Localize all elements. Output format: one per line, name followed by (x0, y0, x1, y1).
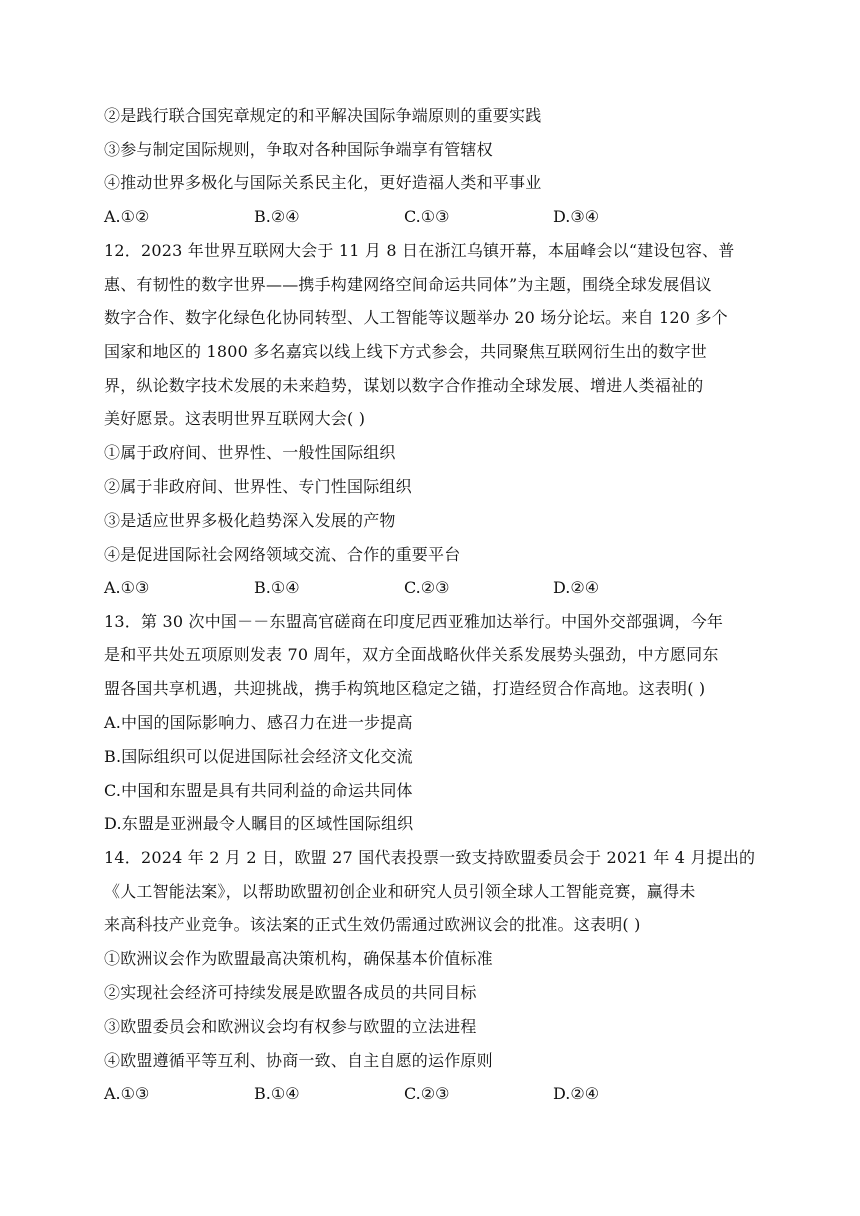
q12-stem-line: 国家和地区的 1800 多名嘉宾以线上线下方式参会，共同聚焦互联网衍生出的数字世 (104, 342, 707, 361)
q14-item-1: ①欧洲议会作为欧盟最高决策机构，确保基本价值标准 (104, 949, 493, 968)
q14-option-c[interactable]: C.②③ (404, 1084, 450, 1103)
q12-option-d[interactable]: D.②④ (553, 578, 600, 597)
q13-stem-line: 13．第 30 次中国－－东盟高官磋商在印度尼西亚雅加达举行。中国外交部强调，今年 (104, 612, 724, 631)
q12-options (104, 578, 764, 598)
q14-stem-line: 14．2024 年 2 月 2 日，欧盟 27 国代表投票一致支持欧盟委员会于 2021 年 4 月提出的 (104, 848, 756, 867)
q12-option-c[interactable]: C.②③ (404, 578, 450, 597)
q13-stem-line: 是和平共处五项原则发表 70 周年，双方全面战略伙伴关系发展势头强劲，中方愿同东 (104, 645, 719, 664)
q14-item-3: ③欧盟委员会和欧洲议会均有权参与欧盟的立法进程 (104, 1017, 477, 1036)
q11-option-b[interactable]: B.②④ (254, 207, 300, 226)
q12-stem-line: 界，纵论数字技术发展的未来趋势，谋划以数字合作推动全球发展、增进人类福祉的 (104, 376, 704, 395)
q11-option-c[interactable]: C.①③ (404, 207, 450, 226)
q11-item-4: ④推动世界多极化与国际关系民主化，更好造福人类和平事业 (104, 173, 542, 192)
q14-stem-line: 《人工智能法案》，以帮助欧盟初创企业和研究人员引领全球人工智能竞赛，赢得未 (104, 882, 696, 901)
q13-option-a[interactable]: A.中国的国际影响力、感召力在进一步提高 (104, 713, 413, 732)
q12-item-2: ②属于非政府间、世界性、专门性国际组织 (104, 477, 412, 496)
q11-item-3: ③参与制定国际规则，争取对各种国际争端享有管辖权 (104, 140, 493, 159)
q13-option-c[interactable]: C.中国和东盟是具有共同利益的命运共同体 (104, 781, 413, 800)
q14-options (104, 1084, 764, 1104)
q11-item-2: ②是践行联合国宪章规定的和平解决国际争端原则的重要实践 (104, 106, 542, 125)
q12-stem-line: 美好愿景。这表明世界互联网大会( ) (104, 409, 366, 428)
q14-item-2: ②实现社会经济可持续发展是欧盟各成员的共同目标 (104, 983, 477, 1002)
q11-option-d[interactable]: D.③④ (553, 207, 600, 226)
q13-option-d[interactable]: D.东盟是亚洲最令人瞩目的区域性国际组织 (104, 814, 414, 833)
q13-stem-line: 盟各国共享机遇，共迎挑战，携手构筑地区稳定之锚，打造经贸合作高地。这表明( ) (104, 679, 706, 698)
q12-option-a[interactable]: A.①③ (104, 578, 150, 597)
q12-item-3: ③是适应世界多极化趋势深入发展的产物 (104, 511, 396, 530)
q14-item-4: ④欧盟遵循平等互利、协商一致、自主自愿的运作原则 (104, 1051, 493, 1070)
q11-option-a[interactable]: A.①② (104, 207, 150, 226)
q14-option-b[interactable]: B.①④ (254, 1084, 300, 1103)
q14-option-a[interactable]: A.①③ (104, 1084, 150, 1103)
q14-option-d[interactable]: D.②④ (553, 1084, 600, 1103)
q12-stem-line: 惠、有韧性的数字世界——携手构建网络空间命运共同体”为主题，围绕全球发展倡议 (104, 275, 712, 294)
q12-stem-line: 12．2023 年世界互联网大会于 11 月 8 日在浙江乌镇开幕，本届峰会以“建设包容、普 (104, 241, 735, 260)
q11-options (104, 207, 764, 227)
q12-item-1: ①属于政府间、世界性、一般性国际组织 (104, 443, 396, 462)
q14-stem-line: 来高科技产业竞争。该法案的正式生效仍需通过欧洲议会的批准。这表明( ) (104, 915, 641, 934)
q12-option-b[interactable]: B.①④ (254, 578, 300, 597)
q12-stem-line: 数字合作、数字化绿色化协同转型、人工智能等议题举办 20 场分论坛。来自 120 多个 (104, 308, 728, 327)
q13-option-b[interactable]: B.国际组织可以促进国际社会经济文化交流 (104, 747, 413, 766)
q12-item-4: ④是促进国际社会网络领域交流、合作的重要平台 (104, 545, 461, 564)
